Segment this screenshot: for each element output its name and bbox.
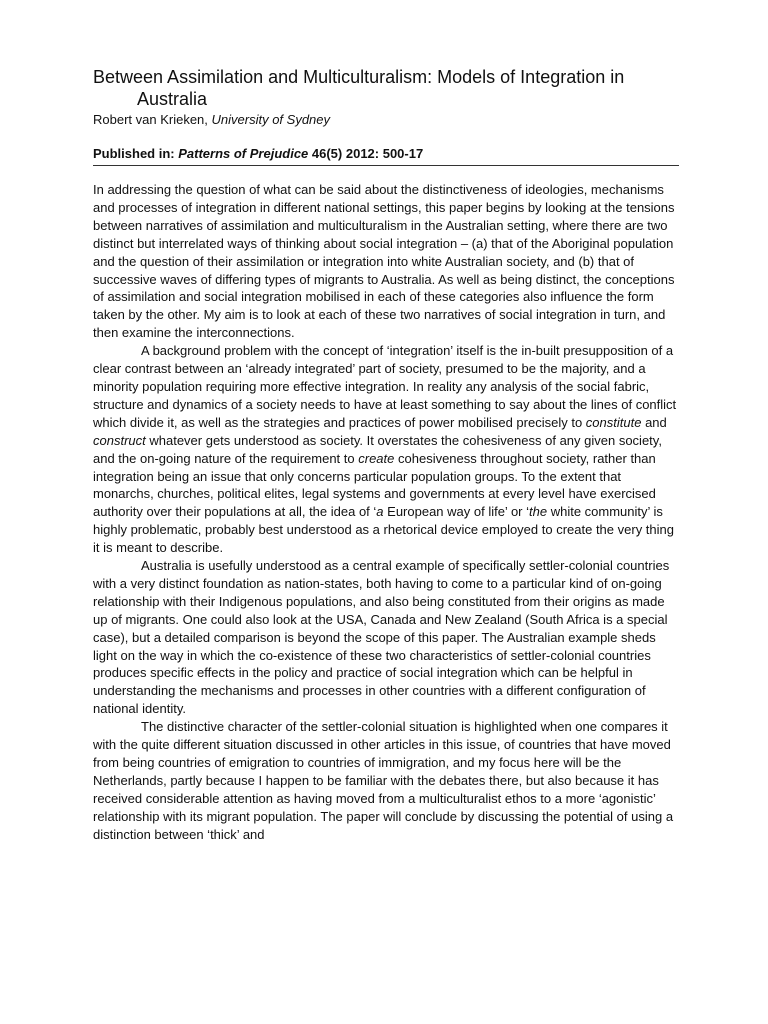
author-name: Robert van Krieken, — [93, 112, 212, 127]
italic-text: create — [358, 450, 395, 466]
italic-text: the — [529, 504, 548, 520]
author-line — [93, 111, 679, 129]
author-affiliation: University of Sydney — [211, 112, 331, 127]
publication-prefix: Published in: — [93, 146, 179, 161]
paragraph — [93, 718, 679, 843]
paper-title: Between Assimilation and Multiculturalism: Models of Integration in Australia — [93, 67, 625, 109]
paragraph-text: white community’ is highly problematic, probably best understood as a rhetorical device employed to create the very thing it is meant to describe. — [93, 504, 674, 556]
paragraph — [93, 181, 679, 342]
paragraph — [93, 557, 679, 718]
publication-line — [93, 146, 679, 166]
publication-journal: Patterns of Prejudice — [178, 146, 309, 161]
paragraph-text: whatever gets understood as society. It overstates the cohesiveness of any given society, and the on-going nature of the requirement to — [93, 432, 662, 466]
paragraph-text: The distinctive character of the settler-colonial situation is highlighted when one compares it with the quite different situation discussed in other articles in this issue, of countries that have moved from being countries of emigration to countries of immigration, and my focus here will be the Netherlands, partly because I happen to be familiar with the debates there, but also because it has received considerable attention as having moved from a multiculturalist ethos to a more ‘agonistic’ relationship with its migrant population. The paper will conclude by discussing the potential of using a distinction between ‘thick’ and — [93, 719, 674, 842]
paragraph-text: and — [641, 414, 667, 430]
paragraph-text: A background problem with the concept of ‘integration’ itself is the in-built presupposition of a clear contrast between an ‘already integrated’ part of society, presumed to be the majority, and a minority population requiring more effective integration. In reality any analysis of the social fabric, structure and dynamics of a society needs to have at least something to say about the lines of conflict which divide it, as well as the strategies and practices of power mobilised precisely to — [93, 343, 677, 430]
paragraph-text: Australia is usefully understood as a central example of specifically settler-colonial countries with a very distinct foundation as nation-states, both having to come to a particular kind of on-going relationship with their Indigenous populations, and also being constituted from their origins as made up of migrants. One could also look at the USA, Canada and New Zealand (South Africa is a special case), but a detailed comparison is beyond the scope of this paper. The Australian example sheds light on the way in which the co-existence of these two characteristics of settler-colonial countries produces specific effects in the policy and practice of social integration which can be helpful in understanding the mechanisms and processes in other countries with a different configuration of national identity. — [93, 558, 670, 717]
paragraph-text: European way of life’ or ‘ — [383, 504, 530, 520]
paragraph-text: In addressing the question of what can be said about the distinctiveness of ideologies, mechanisms and processes of integration in different national settings, this paper begins by looking at the tensions between narratives of assimilation and multiculturalism in the Australian setting, where there are two distinct but interrelated ways of thinking about social integration – (a) that of the Aboriginal population and the question of their assimilation or integration into white Australian society, and (b) that of successive waves of differing types of migrants to Australia. As well as being distinct, the conceptions of assimilation and social integration mobilised in each of these categories also influence the form taken by the other. My aim is to look at each of these two narratives of social integration in turn, and then examine the interconnections. — [93, 182, 675, 341]
italic-text: constitute — [585, 414, 642, 430]
italic-text: a — [376, 504, 384, 520]
paragraph-text: cohesiveness throughout society, rather than integration being an issue that only concerns particular population groups. To the extent that monarchs, churches, political elites, legal systems and governments at every level have exercised authority over their populations at all, the idea of ‘ — [93, 450, 656, 520]
italic-text: construct — [93, 432, 146, 448]
body-text — [93, 181, 679, 844]
paper-page — [93, 66, 679, 844]
publication-details: 46(5) 2012: 500-17 — [308, 146, 424, 161]
paragraph — [93, 342, 679, 557]
